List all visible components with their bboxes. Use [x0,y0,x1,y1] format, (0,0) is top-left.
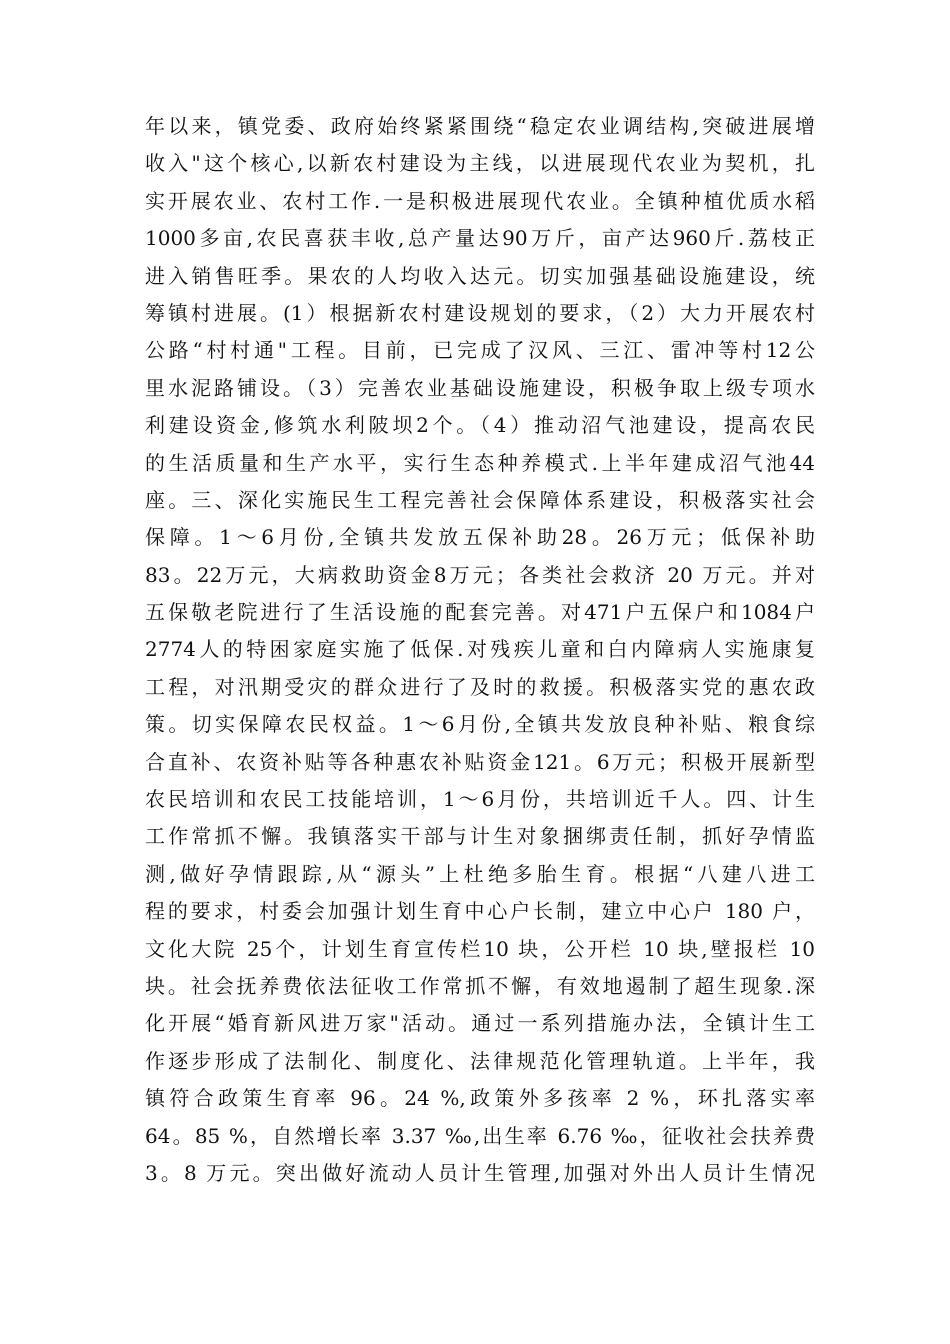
text-line-19: 农民培训和农民工技能培训，1～6月份，共培训近千人。四、计生 [145,787,815,812]
text-line-6: 筹镇村进展。(1）根据新农村建设规划的要求，（2）大力开展农村 [145,300,815,325]
text-line-27: 镇符合政策生育率 96。24 %,政策外多孩率 2 %，环扎落实率 [145,1086,815,1111]
text-line-11: 座。三、深化实施民生工程完善社会保障体系建设，积极落实社会 [145,487,815,512]
text-line-9: 利建设资金,修筑水利陂坝2个。（4）推动沼气池建设，提高农民 [145,413,815,438]
text-line-21: 测,做好孕情跟踪,从“源头”上杜绝多胎生育。根据“八建八进工 [145,861,815,886]
text-line-16: 工程，对汛期受灾的群众进行了及时的救援。积极落实党的惠农政 [145,674,815,699]
text-line-8: 里水泥路铺设。（3）完善农业基础设施建设，积极争取上级专项水 [145,375,815,400]
text-line-15: 2774人的特困家庭实施了低保.对残疾儿童和白内障病人实施康复 [145,637,815,662]
text-line-25: 化开展“婚育新风进万家"活动。通过一系列措施办法，全镇计生工 [145,1011,815,1036]
text-line-29: 3。8 万元。突出做好流动人员计生管理,加强对外出人员计生情况 [145,1160,815,1185]
text-line-18: 合直补、农资补贴等各种惠农补贴资金121。6万元；积极开展新型 [145,749,815,774]
text-line-4: 1000多亩,农民喜获丰收,总产量达90万斤，亩产达960斤.荔枝正 [145,226,815,251]
text-line-7: 公路“村村通"工程。目前，已完成了汉风、三江、雷冲等村12公 [145,338,815,363]
text-line-1: 年以来，镇党委、政府始终紧紧围绕“稳定农业调结构,突破进展增 [145,114,815,138]
text-line-22: 程的要求，村委会加强计划生育中心户长制，建立中心户 180 户， [145,899,815,924]
text-line-24: 块。社会抚养费依法征收工作常抓不懈，有效地遏制了超生现象.深 [145,973,815,998]
text-line-14: 五保敬老院进行了生活设施的配套完善。对471户五保户和1084户 [145,600,815,625]
text-line-10: 的生活质量和生产水平，实行生态种养模式.上半年建成沼气池44 [145,450,815,475]
text-line-2: 收入"这个核心,以新农村建设为主线，以进展现代农业为契机，扎 [145,151,815,176]
text-line-12: 保障。1～6月份,全镇共发放五保补助28。26万元；低保补助 [145,525,815,550]
text-line-20: 工作常抓不懈。我镇落实干部与计生对象捆绑责任制，抓好孕情监 [145,824,815,849]
text-line-13: 83。22万元，大病救助资金8万元；各类社会救济 20 万元。并对 [145,562,815,587]
text-line-5: 进入销售旺季。果农的人均收入达元。切实加强基础设施建设，统 [145,263,815,288]
text-line-17: 策。切实保障农民权益。1～6月份,全镇共发放良种补贴、粮食综 [145,712,815,737]
text-line-3: 实开展农业、农村工作.一是积极进展现代农业。全镇种植优质水稻 [145,188,815,213]
text-line-23: 文化大院 25个，计划生育宣传栏10 块，公开栏 10 块,壁报栏 10 [145,936,815,961]
text-line-28: 64。85 %，自然增长率 3.37 ‰,出生率 6.76 ‰，征收社会扶养费 [145,1123,815,1148]
text-line-26: 作逐步形成了法制化、制度化、法律规范化管理轨道。上半年，我 [145,1048,815,1073]
body-text [145,108,815,1192]
